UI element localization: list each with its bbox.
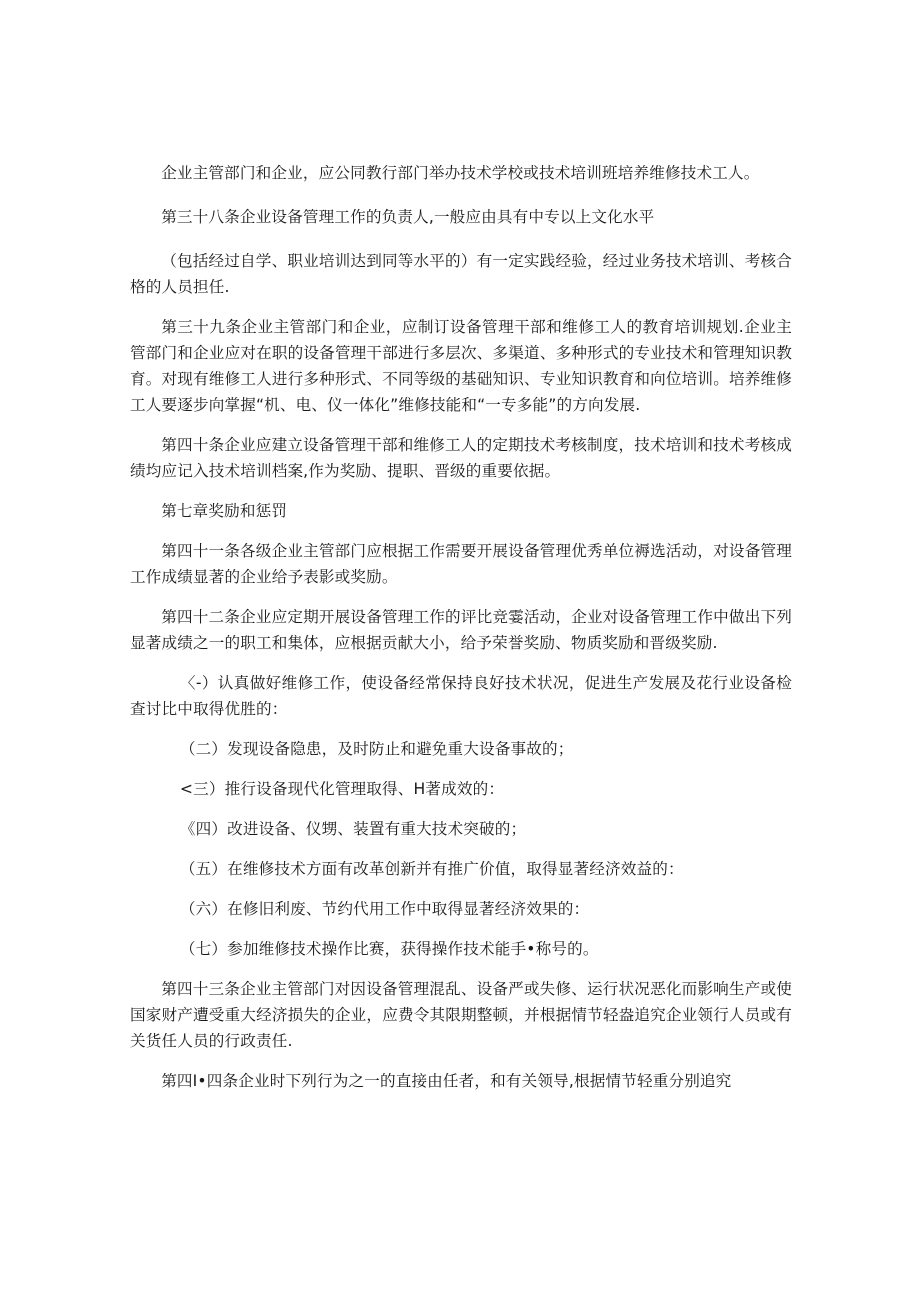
list-item-4: 《四）改进设备、仪甥、装置有重大技术突破的； <box>179 820 527 838</box>
list-item-5: （五）在维修技术方面有改革创新并有推广价值，取得显著经济效益的： <box>179 860 684 878</box>
chapter-7-heading: 第七章奖励和惩罚 <box>161 502 288 520</box>
paragraph-article-44: 第四I•四条企业时下列行为之一的直接由任者，和有关领导,根据情节轻重分别追究 <box>161 1072 732 1090</box>
paragraph-training-schools: 企业主管部门和企业，应公同教行部门举办技术学校或技术培训班培养维修技术工人。 <box>161 164 760 182</box>
document-page <box>130 160 792 1094</box>
paragraph-article-42: 第四十二条企业应定期开展设备管理工作的评比竞霎活动，企业对设备管理工作中做出下列显著成绩之一的职工和集体，应根据贡献大小，给予荣誉奖励、物质奖励和晋级奖励. <box>130 608 792 652</box>
paragraph-article-38: 第三十八条企业设备管理工作的负责人,一般应由具有中专以上文化水平 <box>161 208 655 226</box>
list-item-1: 〈-）认真做好维修工作，使设备经常保持良好技术状况，促进生产发展及花行业设备检查讨比中取得优胜的： <box>130 674 792 718</box>
paragraph-article-41: 第四十一条各级企业主管部门应根据工作需要开展设备管理优秀单位褥选活动，对设备管理工作成绩显著的企业给予表影或奖励。 <box>130 542 792 586</box>
list-item-3: <三）推行设备现代化管理取得、H著成效的： <box>179 780 505 798</box>
list-item-6: （六）在修旧利废、节约代用工作中取得显著经济效果的： <box>179 900 590 918</box>
paragraph-article-43: 第四十三条企业主管部门对因设备管理混乱、设备严或失修、运行状况恶化而影响生产或使国家财产遭受重大经济损失的企业，应费令其限期整顿，并根据情节轻盎追究企业领行人员或有关货任人员的行政责任. <box>130 980 792 1050</box>
paragraph-article-39: 第三十九条企业主管部门和企业，应制订设备管理干部和维修工人的教育培训规划.企业主管部门和企业应对在职的设备管理干部进行多层次、多渠道、多种形式的专业技术和管理知识教育。对现有维修工人进行多种形式、不同等级的基础知识、专业知识教育和向位培训。培养维修工人要逐步向掌握“机、电、仪一体化”维修技能和“一专多能”的方向发展. <box>130 318 792 414</box>
paragraph-article-40: 第四十条企业应建立设备管理干部和维修工人的定期技术考核制度，技术培训和技术考核成绩均应记入技术培训档案,作为奖励、提职、晋级的重要依据。 <box>130 436 792 480</box>
list-item-7: （七）参加维修技术操作比赛，获得操作技术能手•称号的。 <box>179 940 599 958</box>
list-item-2: （二）发现设备隐患，及时防止和避免重大设备事故的； <box>179 740 574 758</box>
paragraph-article-38-continued: （包括经过自学、职业培训达到同等水平的）有一定实践经验，经过业务技术培训、考核合格的人员担任. <box>130 252 792 296</box>
